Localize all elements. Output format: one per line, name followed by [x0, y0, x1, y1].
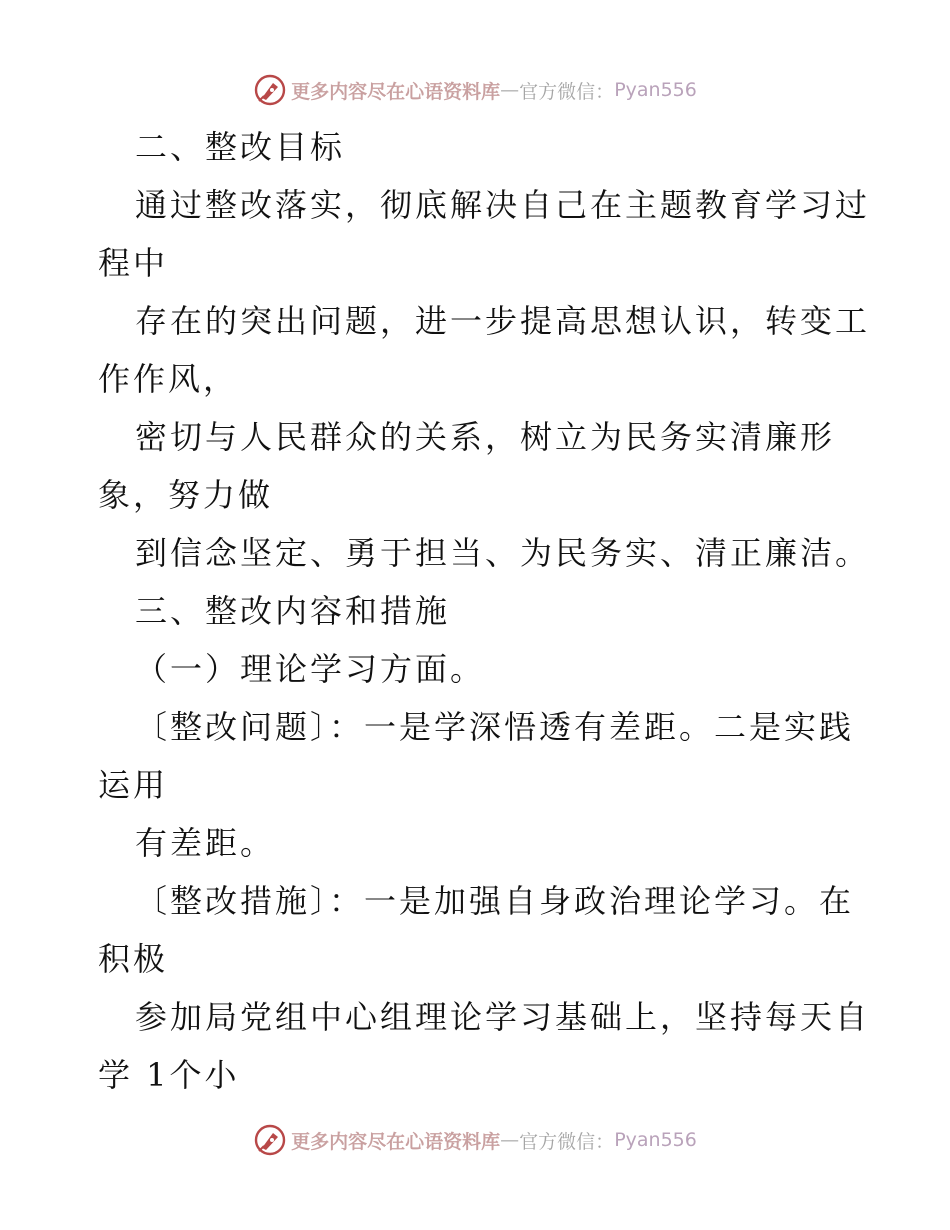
watermark-contact: 官方微信：	[519, 1130, 615, 1153]
text-line: 作作风，	[98, 360, 239, 398]
watermark-dash: —	[500, 1129, 520, 1151]
text-line: 到信念坚定、勇于担当、为民务实、清正廉洁。	[135, 534, 871, 572]
subsection-heading: （一）理论学习方面。	[135, 650, 486, 688]
text-line: 通过整改落实，彻底解决自己在主题教育学习过	[135, 186, 871, 224]
text-line: 存在的突出问题，进一步提高思想认识，转变工	[135, 302, 871, 340]
text-line: 程中	[98, 244, 169, 282]
text-line: 运用	[98, 766, 169, 804]
text-line: 〔整改措施〕：一是加强自身政治理论学习。在	[135, 882, 855, 920]
document-body	[98, 118, 871, 1104]
section-heading: 三、整改内容和措施	[135, 592, 451, 630]
watermark-brand: 更多内容尽在心语资料库	[291, 80, 501, 103]
text-line: 学 1个小	[98, 1056, 240, 1094]
text-line: 〔整改问题〕：一是学深悟透有差距。二是实践	[135, 708, 855, 746]
watermark-dash: —	[500, 79, 520, 101]
watermark-id: Pyan556	[614, 1129, 697, 1151]
pen-nib-circle-icon	[253, 73, 287, 107]
watermark-id: Pyan556	[614, 79, 697, 101]
text-line: 密切与人民群众的关系，树立为民务实清廉形	[135, 418, 836, 456]
text-line: 参加局党组中心组理论学习基础上，坚持每天自	[135, 998, 871, 1036]
text-line: 有差距。	[135, 824, 276, 862]
text-line: 积极	[98, 940, 169, 978]
watermark-brand: 更多内容尽在心语资料库	[291, 1130, 501, 1153]
watermark-header	[0, 70, 950, 110]
pen-nib-circle-icon	[253, 1123, 287, 1157]
text-line: 二、整改目标	[135, 128, 346, 166]
text-line: 象，努力做	[98, 476, 274, 514]
watermark-footer	[0, 1120, 950, 1160]
watermark-contact: 官方微信：	[519, 80, 615, 103]
